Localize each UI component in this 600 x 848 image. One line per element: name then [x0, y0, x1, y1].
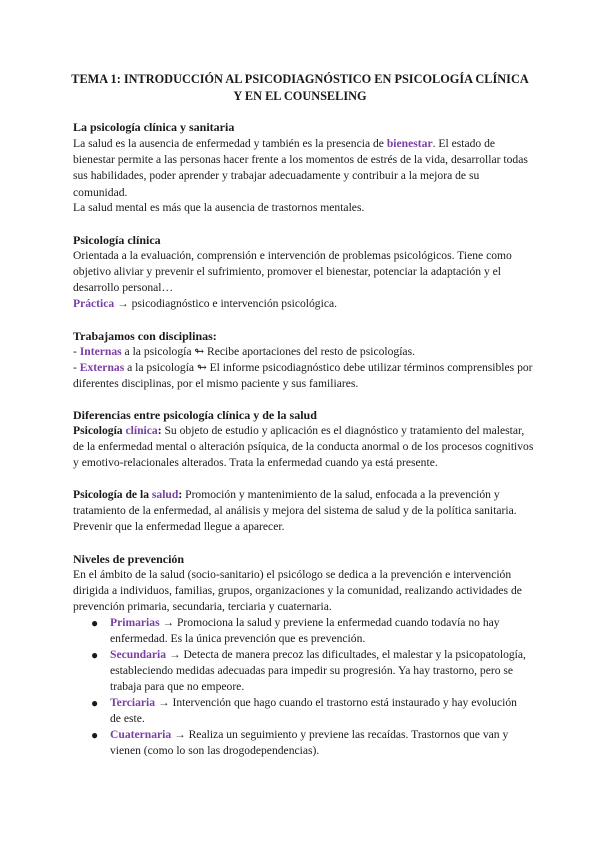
title-line-1: TEMA 1: INTRODUCCIÓN AL PSICODIAGNÓSTICO EN PSICOLOGÍA CLÍNICA — [71, 72, 529, 86]
list-item-internas — [73, 344, 535, 360]
text: a la psicología ↬ El informe psicodiagnóstico debe utilizar términos comprensibles por diferentes disciplinas, por el mismo paciente y sus familiares. — [73, 361, 533, 391]
label: Psicología — [73, 424, 126, 437]
bullet-icon: ● — [91, 648, 99, 662]
list-item-primarias — [110, 615, 530, 647]
section-heading-niveles-prevencion: Niveles de prevención — [73, 552, 185, 566]
colon: : — [157, 424, 162, 437]
dash: - — [73, 345, 80, 358]
highlight-bienestar: bienestar — [386, 137, 433, 150]
text: → psicodiagnóstico e intervención psicológica. — [114, 297, 338, 310]
highlight-clinica: clínica — [125, 424, 158, 437]
text: Promoción y mantenimiento de la salud, enfocada a la prevención y tratamiento de la enfermedad, al análisis y mejora del sistema de salud y de la política sanitaria. Prevenir que la enfermedad llegue a aparecer. — [73, 488, 517, 534]
dash: - — [73, 361, 80, 374]
text: La salud es la ausencia de enfermedad y también es la presencia de — [73, 137, 387, 150]
text: → Realiza un seguimiento y previene las recaídas. Trastornos que van y vienen (como lo son las drogodependencias). — [110, 728, 509, 758]
bullet-icon: ● — [91, 616, 99, 630]
text: → Intervención que hago cuando el trastorno está instaurado y hay evolución de este. — [110, 696, 517, 726]
paragraph-psicologia-salud — [73, 487, 535, 536]
label: Psicología de la — [73, 488, 152, 501]
label-secundaria: Secundaria — [110, 648, 167, 661]
section-heading-disciplinas: Trabajamos con disciplinas: — [73, 329, 217, 343]
list-item-terciaria — [110, 695, 530, 727]
paragraph-prevencion-intro: En el ámbito de la salud (socio-sanitario) el psicólogo se dedica a la prevención e intervención dirigida a individuos, familias, grupos, organizaciones y la comunidad, realizando actividades de prevención primaria, secundaria, terciaria y cuaternaria. — [73, 568, 522, 614]
bullet-icon: ● — [91, 728, 99, 742]
text: . El estado de bienestar permite a las personas hacer frente a los momentos de estrés de la vida, desarrollar todas sus habilidades, poder aprender y trabajar adecuadamente y contribuir a la mejora de su comunidad. — [73, 137, 528, 199]
paragraph-salud-mental: La salud mental es más que la ausencia de trastornos mentales. — [73, 201, 365, 214]
text: → Detecta de manera precoz las dificultades, el malestar y la psicopatología, estableciendo medidas adecuadas para impedir su progresión. Ya hay trastorno, pero se trabaja para que no empeore. — [110, 648, 526, 694]
section-heading-psicologia-clinica: Psicología clínica — [73, 233, 161, 247]
section-heading-psicologia-clinica-sanitaria: La psicología clínica y sanitaria — [73, 120, 235, 134]
paragraph-psicologia-clinica — [73, 423, 535, 472]
text: a la psicología ↬ Recibe aportaciones del resto de psicologías. — [121, 345, 415, 358]
label-practica: Práctica — [73, 297, 115, 310]
list-item-cuaternaria — [110, 727, 530, 759]
list-item-secundaria — [110, 647, 530, 696]
label-primarias: Primarias — [110, 616, 160, 629]
label-terciaria: Terciaria — [110, 696, 156, 709]
text: Su objeto de estudio y aplicación es el diagnóstico y tratamiento del malestar, de la enfermedad mental o alteración psíquica, de la conducta anormal o de los procesos cognitivos y emotivo-relacionales alterados. Trata la enfermedad cuando ya está presente. — [73, 424, 534, 470]
title-line-2: Y EN EL COUNSELING — [233, 89, 367, 103]
document-title — [60, 71, 540, 105]
paragraph-practica — [73, 296, 535, 312]
paragraph-orientacion: Orientada a la evaluación, comprensión e intervención de problemas psicológicos. Tiene como objetivo aliviar y prevenir el sufrimiento, promover el bienestar, potenciar la adaptación y el desarrollo personal… — [73, 249, 512, 295]
bullet-icon: ● — [91, 696, 99, 710]
list-item-externas — [73, 360, 535, 392]
paragraph-salud-definicion — [73, 136, 535, 201]
colon: : — [178, 488, 183, 501]
label-internas: Internas — [79, 345, 122, 358]
text: → Promociona la salud y previene la enfermedad cuando todavía no hay enfermedad. Es la única prevención que es prevención. — [110, 616, 500, 646]
highlight-salud: salud — [151, 488, 179, 501]
label-externas: Externas — [79, 361, 125, 374]
label-cuaternaria: Cuaternaria — [110, 728, 172, 741]
section-heading-diferencias: Diferencias entre psicología clínica y de la salud — [73, 408, 317, 422]
